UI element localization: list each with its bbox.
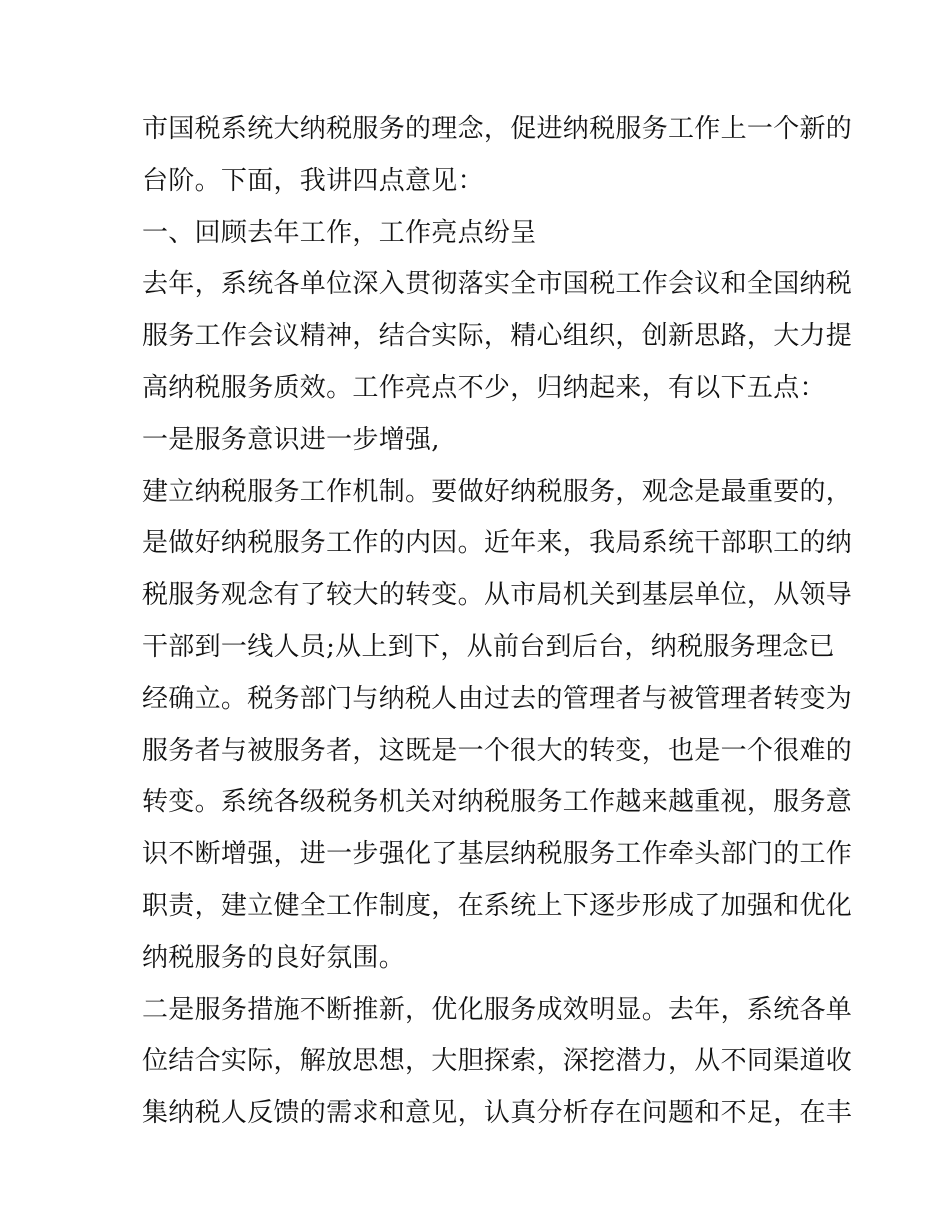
section-heading: 一、回顾去年工作，工作亮点纷呈 <box>142 217 537 248</box>
text-line: 位结合实际，解放思想，大胆探索，深挖潜力，从不同渠道收 <box>142 1046 853 1077</box>
text-line: 高纳税服务质效。工作亮点不少，归纳起来，有以下五点： <box>142 372 826 403</box>
text-line: 建立纳税服务工作机制。要做好纳税服务，观念是最重要的， <box>142 476 853 507</box>
text-line: 税服务观念有了较大的转变。从市局机关到基层单位，从领导 <box>142 580 853 611</box>
text-line: 台阶。下面，我讲四点意见： <box>142 165 484 196</box>
text-line: 是做好纳税服务工作的内因。近年来，我局系统干部职工的纳 <box>142 528 853 559</box>
point-heading: 一是服务意识进一步增强, <box>142 424 440 455</box>
text-line: 服务者与被服务者，这既是一个很大的转变，也是一个很难的 <box>142 735 853 766</box>
text-line: 干部到一线人员;从上到下，从前台到后台，纳税服务理念已 <box>142 631 835 662</box>
text-line: 纳税服务的良好氛围。 <box>142 942 406 973</box>
text-line: 服务工作会议精神，结合实际，精心组织，创新思路，大力提 <box>142 321 853 352</box>
text-line: 市国税系统大纳税服务的理念，促进纳税服务工作上一个新的 <box>142 114 853 144</box>
point-heading: 二是服务措施不断推新，优化服务成效明显。去年，系统各单 <box>142 994 853 1025</box>
text-line: 去年，系统各单位深入贯彻落实全市国税工作会议和全国纳税 <box>142 269 853 300</box>
text-line: 职责，建立健全工作制度，在系统上下逐步形成了加强和优化 <box>142 890 853 921</box>
body-text <box>142 104 853 1140</box>
text-line: 集纳税人反馈的需求和意见，认真分析存在问题和不足，在丰 <box>142 1098 853 1129</box>
text-line: 转变。系统各级税务机关对纳税服务工作越来越重视，服务意 <box>142 787 853 818</box>
text-line: 经确立。税务部门与纳税人由过去的管理者与被管理者转变为 <box>142 683 853 714</box>
text-line: 识不断增强，进一步强化了基层纳税服务工作牵头部门的工作 <box>142 839 853 870</box>
